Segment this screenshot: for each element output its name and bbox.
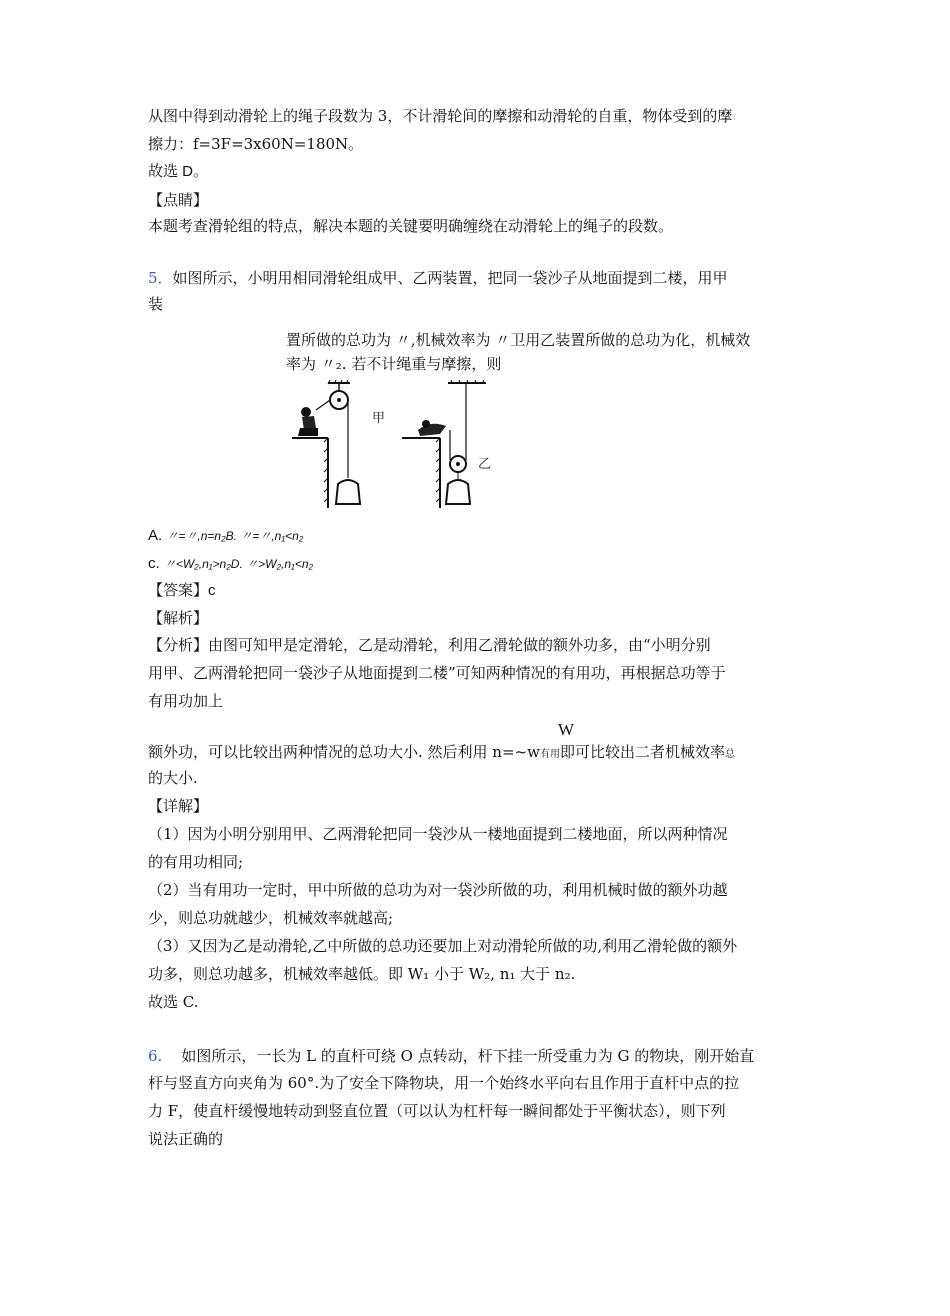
text-line: 置所做的总功为 〃,机械效率为 〃卫用乙装置所做的总功为化，机械效 [286, 331, 751, 349]
text-line: 故选 C. [148, 993, 199, 1011]
text-line: 杆与竖直方向夹角为 60°.为了安全下降物块，用一个始终水平向右且作用于直杆中点的拉 [148, 1074, 740, 1092]
pulley-figure [290, 380, 520, 515]
section-tag: 【详解】 [148, 797, 209, 815]
text-line: 故选 D。 [148, 163, 209, 180]
text-line: 少，则总功就越少，机械效率就越高; [148, 909, 394, 927]
section-tag: 【解析】 [148, 609, 209, 627]
question-5-stem: 5．如图所示，小明用相同滑轮组成甲、乙两装置，把同一袋沙子从地面提到二楼，用甲 [148, 269, 728, 287]
label-jia: 甲 [372, 411, 386, 426]
text-line: 从图中得到动滑轮上的绳子段数为 3，不计滑轮间的摩擦和动滑轮的自重，物体受到的摩 [148, 107, 733, 125]
fixed-pulley-apparatus [292, 380, 360, 508]
text-line: 说法正确的 [148, 1130, 224, 1148]
formula-w: W [558, 720, 575, 739]
question-number: 6. [148, 1047, 163, 1065]
text-line: 装 [148, 295, 164, 313]
label-yi: 乙 [478, 457, 492, 472]
movable-pulley-apparatus [402, 380, 486, 508]
text-line: 的有用功相同; [148, 853, 244, 871]
text-line: 有用功加上 [148, 692, 224, 710]
answer: 【答案】c [148, 582, 216, 599]
text-line: 的大小. [148, 769, 198, 787]
option-a-b: A. 〃=〃,n=n₂B. 〃=〃,n₁<n₂ [148, 527, 304, 544]
text-line: （2）当有用功一定时，甲中所做的总功为对一袋沙所做的功，利用机械时做的额外功越 [148, 881, 728, 899]
text-line: （1）因为小明分别用甲、乙两滑轮把同一袋沙从一楼地面提到二楼地面，所以两种情况 [148, 825, 728, 843]
text-line: 力 F，使直杆缓慢地转动到竖直位置（可以认为杠杆每一瞬间都处于平衡状态），则下列 [148, 1102, 726, 1120]
text-line: 擦力：f=3F=3x60N=180N。 [148, 135, 364, 153]
text-line: 功多，则总功越多，机械效率越低。即 W₁ 小于 W₂, n₁ 大于 n₂. [148, 965, 576, 983]
question-6-stem: 6. 如图所示，一长为 L 的直杆可绕 O 点转动，杆下挂一所受重力为 G 的物块，刚开始直 [148, 1047, 755, 1065]
text-line: （3）又因为乙是动滑轮,乙中所做的总功还要加上对动滑轮所做的功,利用乙滑轮做的额外 [148, 937, 738, 955]
text-line: 用甲、乙两滑轮把同一袋沙子从地面提到二楼”可知两种情况的有用功，再根据总功等于 [148, 664, 726, 682]
text-line: 本题考查滑轮组的特点，解决本题的关键要明确缠绕在动滑轮上的绳子的段数。 [148, 217, 674, 235]
text-line: 率为 〃₂. 若不计绳重与摩擦，则 [286, 355, 502, 373]
question-number: 5． [148, 269, 173, 287]
text-line: 【分析】由图可知甲是定滑轮，乙是动滑轮，利用乙滑轮做的额外功多，由“小明分别 [148, 636, 711, 654]
section-tag: 【点睛】 [148, 191, 209, 209]
text-line: 额外功，可以比较出两种情况的总功大小. 然后利用 n=~w有用即可比较出二者机械效率总 [148, 743, 735, 761]
option-c-d: c. 〃<W₂,n₁>n₂D. 〃>W₂,n₁<n₂ [148, 555, 314, 572]
